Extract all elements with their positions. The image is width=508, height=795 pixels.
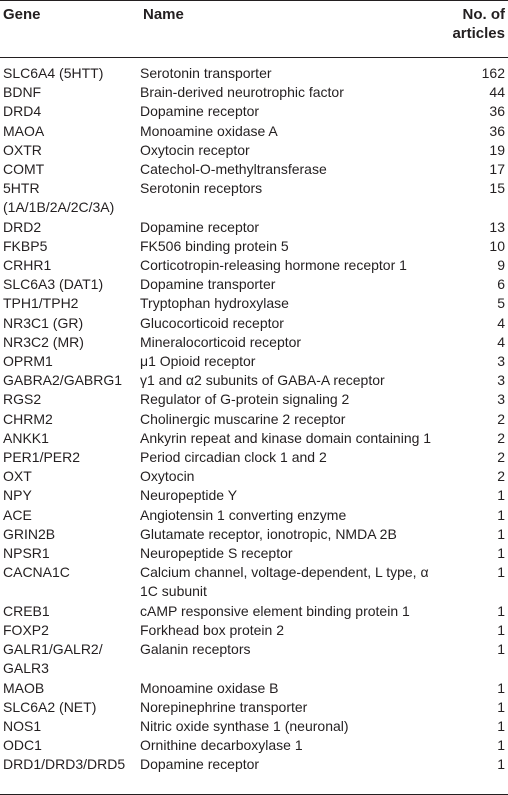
- gene-cell: [0, 621, 140, 640]
- gene-name: Neuropeptide S receptor: [140, 545, 293, 562]
- article-count: 1: [497, 564, 505, 581]
- gene-cell: [0, 429, 140, 448]
- gene-name: Tryptophan hydroxylase: [140, 295, 289, 312]
- table-row: [0, 352, 508, 371]
- gene-name: Dopamine receptor: [140, 756, 260, 773]
- header-articles-line1: No. of: [462, 6, 505, 23]
- gene-name-cell: [140, 371, 460, 390]
- gene-cell: [0, 410, 140, 429]
- gene-name-cont: 1C subunit: [140, 583, 207, 600]
- article-count: 3: [497, 391, 505, 408]
- gene-name-cell: [140, 506, 460, 525]
- table-row: [0, 218, 508, 237]
- gene-cell: [0, 83, 140, 102]
- gene-name: Glutamate receptor, ionotropic, NMDA 2B: [140, 525, 397, 542]
- table-row: [0, 621, 508, 640]
- gene-symbol: COMT: [3, 161, 45, 178]
- article-count: 4: [497, 314, 505, 331]
- gene-cell: [0, 102, 140, 121]
- gene-name-cell: [140, 736, 460, 755]
- table-row: [0, 294, 508, 313]
- gene-symbol: GABRA2/GABRG1: [3, 372, 123, 389]
- gene-cell: [0, 602, 140, 621]
- gene-name-cell: [140, 602, 460, 621]
- gene-name-cell: [140, 64, 460, 83]
- gene-name-cell: [140, 563, 460, 601]
- article-count: 1: [497, 525, 505, 542]
- article-count: 4: [497, 333, 505, 350]
- gene-cell: [0, 64, 140, 83]
- gene-cell: [0, 525, 140, 544]
- gene-name: FK506 binding protein 5: [140, 237, 289, 254]
- table-row: [0, 602, 508, 621]
- gene-name: Oxytocin receptor: [140, 141, 250, 158]
- gene-name-cell: [140, 525, 460, 544]
- gene-name: Dopamine transporter: [140, 276, 276, 293]
- gene-symbol: DRD1/DRD3/DRD5: [3, 756, 126, 773]
- gene-name-cell: [140, 179, 460, 217]
- gene-name-cell: [140, 141, 460, 160]
- gene-cell: [0, 294, 140, 313]
- gene-name: μ1 Opioid receptor: [140, 353, 256, 370]
- gene-symbol: SLC6A2 (NET): [3, 698, 97, 715]
- gene-cell: [0, 179, 140, 217]
- gene-cell: [0, 563, 140, 601]
- gene-symbol: CACNA1C: [3, 564, 70, 581]
- article-count: 162: [481, 65, 505, 81]
- gene-name: cAMP responsive element binding protein 1: [140, 602, 410, 619]
- table-row: [0, 640, 508, 678]
- table-row: [0, 83, 508, 102]
- table-row: [0, 371, 508, 390]
- gene-cell: [0, 506, 140, 525]
- table-row: [0, 410, 508, 429]
- gene-name: Serotonin transporter: [140, 65, 272, 81]
- gene-name: Galanin receptors: [140, 641, 251, 658]
- gene-name-cell: [140, 467, 460, 486]
- gene-cell: [0, 755, 140, 774]
- table-row: [0, 486, 508, 505]
- gene-symbol: TPH1/TPH2: [3, 295, 79, 312]
- gene-name-cell: [140, 83, 460, 102]
- article-count: 1: [497, 545, 505, 562]
- article-count: 1: [497, 756, 505, 773]
- gene-name: Corticotropin-releasing hormone receptor 1: [140, 257, 407, 274]
- article-count: 10: [489, 237, 505, 254]
- gene-symbol: 5HTR: [3, 180, 40, 197]
- article-count: 2: [497, 468, 505, 485]
- gene-name: Calcium channel, voltage-dependent, L type, α: [140, 564, 429, 581]
- gene-name: Monoamine oxidase B: [140, 679, 279, 696]
- gene-cell: [0, 679, 140, 698]
- gene-name: Cholinergic muscarine 2 receptor: [140, 410, 346, 427]
- gene-name: Period circadian clock 1 and 2: [140, 449, 327, 466]
- article-count: 2: [497, 449, 505, 466]
- gene-cell: [0, 256, 140, 275]
- gene-name: Neuropeptide Y: [140, 487, 238, 504]
- article-count: 2: [497, 410, 505, 427]
- gene-symbol: PER1/PER2: [3, 449, 81, 466]
- gene-cell: [0, 467, 140, 486]
- table-row: [0, 506, 508, 525]
- gene-name-cell: [140, 544, 460, 563]
- gene-symbol: CHRM2: [3, 410, 53, 427]
- gene-cell: [0, 275, 140, 294]
- table-row: [0, 467, 508, 486]
- gene-symbol: NPSR1: [3, 545, 50, 562]
- table-row: [0, 736, 508, 755]
- gene-name-cell: [140, 122, 460, 141]
- gene-name: Nitric oxide synthase 1 (neuronal): [140, 717, 349, 734]
- gene-name-cell: [140, 717, 460, 736]
- gene-cell: [0, 717, 140, 736]
- gene-symbol: SLC6A3 (DAT1): [3, 276, 104, 293]
- gene-name-cell: [140, 640, 460, 678]
- gene-name: Brain-derived neurotrophic factor: [140, 84, 344, 101]
- gene-symbol: DRD4: [3, 103, 42, 120]
- article-count: 1: [497, 487, 505, 504]
- article-count: 13: [489, 218, 505, 235]
- article-count: 15: [489, 180, 505, 197]
- gene-symbol: CRHR1: [3, 257, 52, 274]
- gene-name-cell: [140, 352, 460, 371]
- table-row: [0, 429, 508, 448]
- gene-symbol: NPY: [3, 487, 32, 504]
- gene-name: Mineralocorticoid receptor: [140, 333, 302, 350]
- gene-symbol-cont: GALR3: [3, 660, 49, 677]
- gene-name: Norepinephrine transporter: [140, 698, 308, 715]
- gene-symbol: ACE: [3, 506, 32, 523]
- article-count: 2: [497, 429, 505, 446]
- gene-symbol-cont: (1A/1B/2A/2C/3A): [3, 199, 115, 216]
- gene-symbol: NR3C2 (MR): [3, 333, 84, 350]
- gene-name: γ1 and α2 subunits of GABA-A receptor: [140, 372, 385, 389]
- gene-name-cell: [140, 486, 460, 505]
- gene-symbol: CREB1: [3, 602, 50, 619]
- gene-symbol: MAOB: [3, 679, 45, 696]
- gene-name-cell: [140, 102, 460, 121]
- gene-cell: [0, 352, 140, 371]
- gene-name-cell: [140, 294, 460, 313]
- gene-cell: [0, 218, 140, 237]
- table-row: [0, 160, 508, 179]
- gene-cell: [0, 160, 140, 179]
- gene-name-cell: [140, 275, 460, 294]
- gene-symbol: OPRM1: [3, 353, 53, 370]
- gene-symbol: ODC1: [3, 737, 42, 754]
- gene-cell: [0, 371, 140, 390]
- header-articles-line2: articles: [452, 25, 505, 42]
- gene-cell: [0, 237, 140, 256]
- gene-symbol: GALR1/GALR2/: [3, 641, 103, 658]
- gene-name: Oxytocin: [140, 468, 195, 485]
- gene-symbol: RGS2: [3, 391, 42, 408]
- gene-name: Angiotensin 1 converting enzyme: [140, 506, 347, 523]
- gene-name-cell: [140, 218, 460, 237]
- gene-name: Regulator of G-protein signaling 2: [140, 391, 350, 408]
- table-row: [0, 314, 508, 333]
- article-count: 1: [497, 679, 505, 696]
- gene-symbol: FOXP2: [3, 621, 49, 638]
- gene-symbol: NR3C1 (GR): [3, 314, 84, 331]
- gene-cell: [0, 122, 140, 141]
- gene-cell: [0, 141, 140, 160]
- gene-name-cell: [140, 621, 460, 640]
- gene-name-cell: [140, 429, 460, 448]
- table-row: [0, 179, 508, 217]
- article-count: 1: [497, 698, 505, 715]
- article-count: 5: [497, 295, 505, 312]
- article-count: 36: [489, 103, 505, 120]
- table-row: [0, 717, 508, 736]
- article-count: 3: [497, 372, 505, 389]
- table-row: [0, 679, 508, 698]
- table-row: [0, 256, 508, 275]
- gene-symbol: NOS1: [3, 717, 42, 734]
- header-name: Name: [143, 6, 184, 23]
- gene-name: Catechol-O-methyltransferase: [140, 161, 327, 178]
- gene-symbol: ANKK1: [3, 429, 49, 446]
- gene-name: Ankyrin repeat and kinase domain containing 1: [140, 429, 432, 446]
- article-count: 1: [497, 737, 505, 754]
- gene-name-cell: [140, 390, 460, 409]
- table-row: [0, 64, 508, 83]
- gene-cell: [0, 736, 140, 755]
- table-row: [0, 698, 508, 717]
- gene-name-cell: [140, 237, 460, 256]
- gene-symbol: MAOA: [3, 122, 45, 139]
- gene-name-cell: [140, 679, 460, 698]
- header-gene: Gene: [3, 6, 41, 23]
- article-count: 9: [497, 257, 505, 274]
- article-count: 1: [497, 602, 505, 619]
- article-count: 3: [497, 353, 505, 370]
- table-row: [0, 141, 508, 160]
- gene-name-cell: [140, 698, 460, 717]
- table-row: [0, 563, 508, 601]
- article-count: 36: [489, 122, 505, 139]
- gene-cell: [0, 486, 140, 505]
- gene-name-cell: [140, 410, 460, 429]
- gene-name: Serotonin receptors: [140, 180, 263, 197]
- gene-name-cell: [140, 333, 460, 352]
- gene-name: Dopamine receptor: [140, 103, 260, 120]
- gene-name-cell: [140, 755, 460, 774]
- header-rule: [0, 57, 508, 58]
- table-row: [0, 275, 508, 294]
- article-count: 1: [497, 717, 505, 734]
- gene-name-cell: [140, 160, 460, 179]
- table-row: [0, 237, 508, 256]
- table-body: [0, 64, 508, 775]
- gene-symbol: DRD2: [3, 218, 42, 235]
- gene-cell: [0, 333, 140, 352]
- gene-name-cell: [140, 448, 460, 467]
- gene-cell: [0, 314, 140, 333]
- table-row: [0, 525, 508, 544]
- article-count: 1: [497, 506, 505, 523]
- gene-name: Ornithine decarboxylase 1: [140, 737, 303, 754]
- article-count: 19: [489, 141, 505, 158]
- article-count: 6: [497, 276, 505, 293]
- gene-symbol: OXTR: [3, 141, 42, 158]
- table-row: [0, 448, 508, 467]
- table-row: [0, 122, 508, 141]
- top-rule: [0, 0, 508, 1]
- gene-symbol: GRIN2B: [3, 525, 56, 542]
- article-count: 17: [489, 161, 505, 178]
- header-articles: [425, 5, 505, 43]
- table-row: [0, 102, 508, 121]
- gene-cell: [0, 640, 140, 678]
- gene-name: Glucocorticoid receptor: [140, 314, 284, 331]
- gene-name: Forkhead box protein 2: [140, 621, 284, 638]
- gene-name-cell: [140, 314, 460, 333]
- table-row: [0, 755, 508, 774]
- gene-symbol: FKBP5: [3, 237, 48, 254]
- gene-symbol: OXT: [3, 468, 32, 485]
- article-count: 44: [489, 84, 505, 101]
- article-count: 1: [497, 641, 505, 658]
- gene-name: Monoamine oxidase A: [140, 122, 278, 139]
- gene-name: Dopamine receptor: [140, 218, 260, 235]
- gene-cell: [0, 544, 140, 563]
- gene-symbol: SLC6A4 (5HTT): [3, 65, 104, 81]
- gene-name-cell: [140, 256, 460, 275]
- gene-cell: [0, 448, 140, 467]
- table-row: [0, 390, 508, 409]
- table-row: [0, 544, 508, 563]
- table-row: [0, 333, 508, 352]
- gene-cell: [0, 390, 140, 409]
- article-count: 1: [497, 621, 505, 638]
- gene-symbol: BDNF: [3, 84, 42, 101]
- gene-cell: [0, 698, 140, 717]
